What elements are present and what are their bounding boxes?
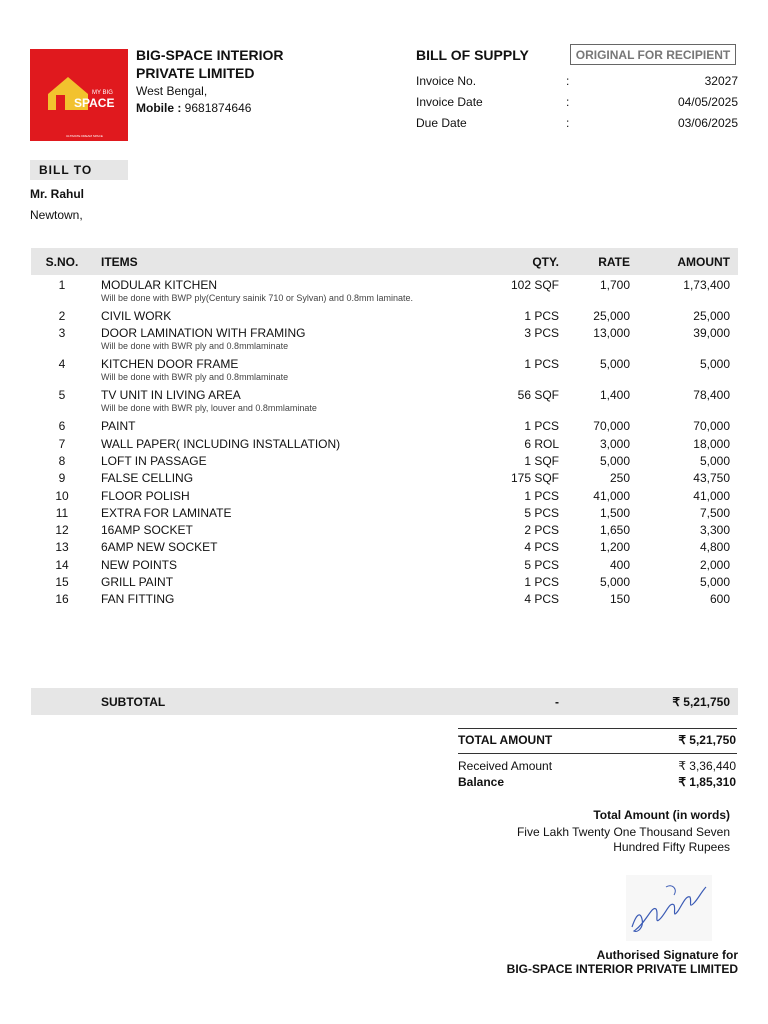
row-item: FLOOR POLISH	[101, 488, 190, 503]
balance-value: ₹ 1,85,310	[678, 775, 736, 789]
row-sno: 5	[58, 388, 66, 403]
signature-line-1: Authorised Signature for	[596, 948, 738, 962]
row-sno: 10	[55, 488, 69, 503]
row-amount: 600	[709, 592, 730, 607]
row-amount: 41,000	[693, 488, 730, 503]
header-amount: AMOUNT	[677, 255, 730, 269]
row-qty: 2 PCS	[524, 523, 559, 538]
row-amount: 39,000	[693, 326, 730, 341]
customer-address: Newtown,	[30, 208, 83, 222]
subtotal-amount: ₹ 5,21,750	[672, 695, 730, 709]
received-amount-value: ₹ 3,36,440	[678, 759, 736, 773]
header-sno: S.NO.	[45, 255, 79, 269]
row-rate: 1,200	[599, 540, 630, 555]
subtotal-row	[31, 688, 738, 715]
row-sno: 11	[55, 505, 69, 520]
row-amount: 7,500	[699, 505, 730, 520]
row-rate: 70,000	[593, 419, 630, 434]
row-amount: 3,300	[699, 523, 730, 538]
row-sno: 9	[58, 471, 66, 486]
row-sno: 13	[55, 540, 69, 555]
divider	[458, 753, 737, 754]
row-item: EXTRA FOR LAMINATE	[101, 505, 232, 520]
subtotal-qty: -	[555, 695, 559, 709]
row-sno: 16	[55, 592, 69, 607]
row-sno: 6	[58, 419, 66, 434]
balance-label: Balance	[458, 775, 505, 789]
authorised-signature	[507, 948, 738, 976]
signature-icon	[626, 875, 712, 941]
row-qty: 4 PCS	[524, 592, 559, 607]
copy-type-badge: ORIGINAL FOR RECIPIENT	[570, 44, 736, 65]
total-amount-label: TOTAL AMOUNT	[458, 733, 553, 747]
row-sno: 4	[58, 357, 66, 372]
row-qty: 1 PCS	[524, 488, 559, 503]
company-mobile	[136, 101, 251, 115]
colon: :	[566, 116, 570, 130]
signature-image	[626, 875, 712, 941]
row-qty: 3 PCS	[524, 326, 559, 341]
row-rate: 1,650	[599, 523, 630, 538]
row-qty: 5 PCS	[524, 557, 559, 572]
row-item: KITCHEN DOOR FRAME	[101, 357, 239, 372]
row-item: 6AMP NEW SOCKET	[101, 540, 218, 555]
row-rate: 3,000	[599, 436, 630, 451]
row-amount: 5,000	[699, 453, 730, 468]
row-amount: 18,000	[693, 436, 730, 451]
row-qty: 1 PCS	[524, 309, 559, 323]
row-rate: 1,500	[599, 505, 630, 520]
row-item: FAN FITTING	[101, 592, 175, 607]
row-description: Will be done with BWR ply and 0.8mmlaminate	[101, 341, 289, 352]
row-sno: 8	[58, 453, 66, 468]
row-rate: 1,400	[599, 388, 630, 403]
items-table-header	[31, 248, 738, 275]
row-qty: 1 PCS	[524, 575, 559, 589]
row-amount: 1,73,400	[683, 278, 730, 292]
customer-name: Mr. Rahul	[30, 187, 85, 201]
row-rate: 5,000	[599, 575, 630, 589]
row-item: FALSE CELLING	[101, 471, 194, 486]
company-logo	[30, 49, 128, 141]
divider	[458, 728, 737, 729]
row-qty: 6 ROL	[524, 436, 559, 451]
row-sno: 14	[55, 557, 69, 572]
subtotal-label: SUBTOTAL	[101, 695, 166, 709]
row-rate: 250	[609, 471, 630, 486]
row-item: GRILL PAINT	[101, 575, 174, 589]
invoice-no-label: Invoice No.	[416, 74, 477, 88]
invoice-date-label: Invoice Date	[416, 95, 483, 109]
row-rate: 5,000	[599, 453, 630, 468]
row-amount: 70,000	[693, 419, 730, 434]
mobile-number: 9681874646	[184, 101, 252, 115]
logo-big-text: SPACE	[74, 96, 115, 110]
received-amount-label: Received Amount	[458, 759, 553, 773]
mobile-label: Mobile :	[136, 101, 182, 115]
row-description: Will be done with BWR ply, louver and 0.8mmlaminate	[101, 403, 317, 414]
row-sno: 3	[58, 326, 66, 341]
logo-small-text: MY BIG	[92, 90, 113, 96]
row-item: LOFT IN PASSAGE	[101, 453, 207, 468]
row-amount: 5,000	[699, 575, 730, 589]
row-qty: 4 PCS	[524, 540, 559, 555]
row-amount: 78,400	[693, 388, 730, 403]
bill-to-label: BILL TO	[30, 160, 128, 180]
row-qty: 5 PCS	[524, 505, 559, 520]
header-qty: QTY.	[532, 255, 559, 269]
row-qty: 1 PCS	[524, 419, 559, 434]
header-items: ITEMS	[101, 255, 138, 269]
row-rate: 25,000	[593, 309, 630, 323]
row-item: TV UNIT IN LIVING AREA	[101, 388, 241, 403]
row-sno: 2	[58, 309, 66, 323]
signature-line-2: BIG-SPACE INTERIOR PRIVATE LIMITED	[506, 962, 738, 976]
row-item: WALL PAPER( INCLUDING INSTALLATION)	[101, 436, 341, 451]
row-qty: 1 PCS	[524, 357, 559, 372]
document-title: BILL OF SUPPLY	[416, 47, 529, 63]
invoice-date-value: 04/05/2025	[677, 95, 738, 109]
row-rate: 1,700	[599, 278, 630, 292]
total-amount-value: ₹ 5,21,750	[678, 733, 736, 747]
row-qty: 102 SQF	[510, 278, 559, 292]
row-rate: 13,000	[593, 326, 630, 341]
row-qty: 56 SQF	[517, 388, 559, 403]
house-logo-icon	[30, 49, 128, 141]
row-rate: 5,000	[599, 357, 630, 372]
row-rate: 150	[609, 592, 630, 607]
logo-tagline: ULTIMATE DREAM SPACE	[66, 134, 103, 138]
row-amount: 25,000	[693, 309, 730, 323]
row-sno: 1	[58, 278, 66, 292]
row-rate: 400	[609, 557, 630, 572]
row-item: PAINT	[101, 419, 136, 434]
invoice-no-value: 32027	[704, 74, 738, 88]
row-item: 16AMP SOCKET	[101, 523, 193, 538]
row-amount: 2,000	[699, 557, 730, 572]
row-qty: 1 SQF	[524, 453, 559, 468]
amount-in-words-title: Total Amount (in words)	[593, 808, 730, 822]
amount-in-words: Five Lakh Twenty One Thousand Seven Hundred Fifty Rupees	[516, 825, 730, 854]
company-name: BIG-SPACE INTERIOR PRIVATE LIMITED	[136, 47, 284, 81]
row-amount: 4,800	[699, 540, 730, 555]
row-item: NEW POINTS	[101, 557, 178, 572]
due-date-value: 03/06/2025	[677, 116, 738, 130]
row-description: Will be done with BWP ply(Century sainik 710 or Sylvan) and 0.8mm laminate.	[101, 293, 413, 303]
row-rate: 41,000	[593, 488, 630, 503]
row-amount: 5,000	[699, 357, 730, 372]
row-sno: 15	[55, 575, 69, 589]
row-item: DOOR LAMINATION WITH FRAMING	[101, 326, 306, 341]
row-sno: 12	[55, 523, 69, 538]
row-amount: 43,750	[693, 471, 730, 486]
row-description: Will be done with BWR ply and 0.8mmlaminate	[101, 372, 289, 383]
row-item: MODULAR KITCHEN	[101, 278, 218, 292]
colon: :	[566, 74, 570, 88]
due-date-label: Due Date	[416, 116, 467, 130]
colon: :	[566, 95, 570, 109]
row-sno: 7	[58, 436, 66, 451]
header-rate: RATE	[598, 255, 630, 269]
row-item: CIVIL WORK	[101, 309, 172, 323]
row-qty: 175 SQF	[510, 471, 559, 486]
company-address: West Bengal,	[136, 84, 208, 98]
